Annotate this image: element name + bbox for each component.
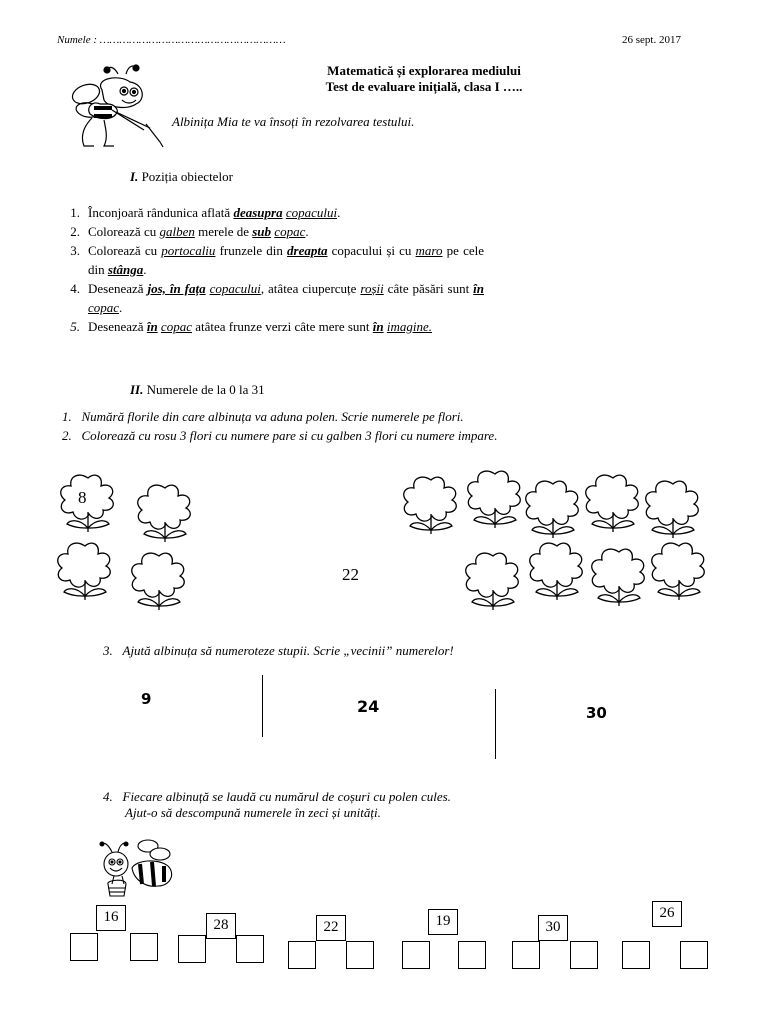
name-dots: ………………………………………………… [99, 34, 286, 46]
flower-icon [580, 472, 646, 534]
flowers-area [0, 460, 768, 610]
hive-number-24: 24 [357, 697, 380, 716]
flower-icon [398, 474, 464, 536]
hive-number-30: 30 [586, 704, 607, 722]
task-text: Colorează cu portocaliu frunzele din dreapta copacului și cu maro pe cele din stânga. [88, 243, 484, 277]
flower-icon [524, 540, 590, 602]
decomposition-area [0, 895, 768, 975]
task-number: 3. [70, 243, 80, 258]
decompose-number-box: 22 [316, 915, 346, 941]
tens-answer-box[interactable] [178, 935, 206, 963]
decompose-number-box: 16 [96, 905, 126, 931]
section-2-task-3: 3. Ajută albinuța să numeroteze stupii. Scrie „vecinii” numerelor! [103, 643, 454, 658]
units-answer-box[interactable] [130, 933, 158, 961]
decompose-number-box: 19 [428, 909, 458, 935]
intro-text: Albinița Mia te va însoți în rezolvarea testului. [172, 114, 415, 129]
flower-icon [520, 478, 586, 540]
units-answer-box[interactable] [458, 941, 486, 969]
date: 26 sept. 2017 [622, 34, 681, 46]
task-number: 1. [70, 205, 80, 220]
task-text: Înconjoară rândunica aflată deasupra copacului. [88, 205, 341, 220]
tens-answer-box[interactable] [402, 941, 430, 969]
divider-line-2 [495, 689, 496, 759]
section-1-tasks [62, 203, 492, 363]
tens-answer-box[interactable] [70, 933, 98, 961]
divider-line-1 [262, 675, 263, 737]
hive-number-9: 9 [141, 690, 152, 708]
task-text: Desenează în copac atâtea frunze verzi câte mere sunt în imagine. [88, 319, 433, 334]
units-answer-box[interactable] [346, 941, 374, 969]
flower-icon [126, 550, 192, 612]
flower-icon [586, 546, 652, 608]
tens-answer-box[interactable] [622, 941, 650, 969]
task-text: Colorează cu galben merele de sub copac. [88, 224, 309, 239]
task-text: Desenează jos, în fața copacului, atâtea ciupercuțe roșii câte păsări sunt în copac. [88, 281, 484, 315]
flower-icon [640, 478, 706, 540]
section-2-task-2: 2. Colorează cu rosu 3 flori cu numere pare si cu galben 3 flori cu numere impare. [62, 428, 498, 443]
task-number: 5. [70, 319, 80, 334]
units-answer-box[interactable] [236, 935, 264, 963]
bee-mia-illustration [64, 64, 172, 164]
title-line-1: Matematică și explorarea mediului [327, 63, 521, 78]
units-answer-box[interactable] [570, 941, 598, 969]
flower-icon [55, 472, 121, 534]
flower-icon [460, 550, 526, 612]
units-answer-box[interactable] [680, 941, 708, 969]
section-1-heading: I. Poziția obiectelor [130, 169, 233, 184]
flower-icon [52, 540, 118, 602]
task-number: 4. [70, 281, 80, 296]
section-2-task-4-line-2: Ajut-o să descompună numerele în zeci și unități. [125, 805, 381, 820]
tens-answer-box[interactable] [512, 941, 540, 969]
title-line-2: Test de evaluare inițială, clasa I ….. [325, 79, 523, 94]
section-2-task-4: 4. Fiecare albinuță se laudă cu numărul de coșuri cu polen cules. [103, 789, 451, 804]
flower-icon [646, 540, 712, 602]
decompose-number-box: 30 [538, 915, 568, 941]
tens-answer-box[interactable] [288, 941, 316, 969]
section-2-task-1: 1. Numără florile din care albinuța va aduna polen. Scrie numerele pe flori. [62, 409, 464, 424]
decompose-number-box: 26 [652, 901, 682, 927]
flower-icon [462, 468, 528, 530]
flower-number-8: 8 [78, 488, 87, 507]
flower-icon [132, 482, 198, 544]
decompose-number-box: 28 [206, 913, 236, 939]
task-number: 2. [70, 224, 80, 239]
name-label: Numele : ………………………………………………… [57, 34, 286, 46]
section-2-heading: II. Numerele de la 0 la 31 [130, 382, 265, 397]
middle-number-22: 22 [342, 565, 359, 584]
